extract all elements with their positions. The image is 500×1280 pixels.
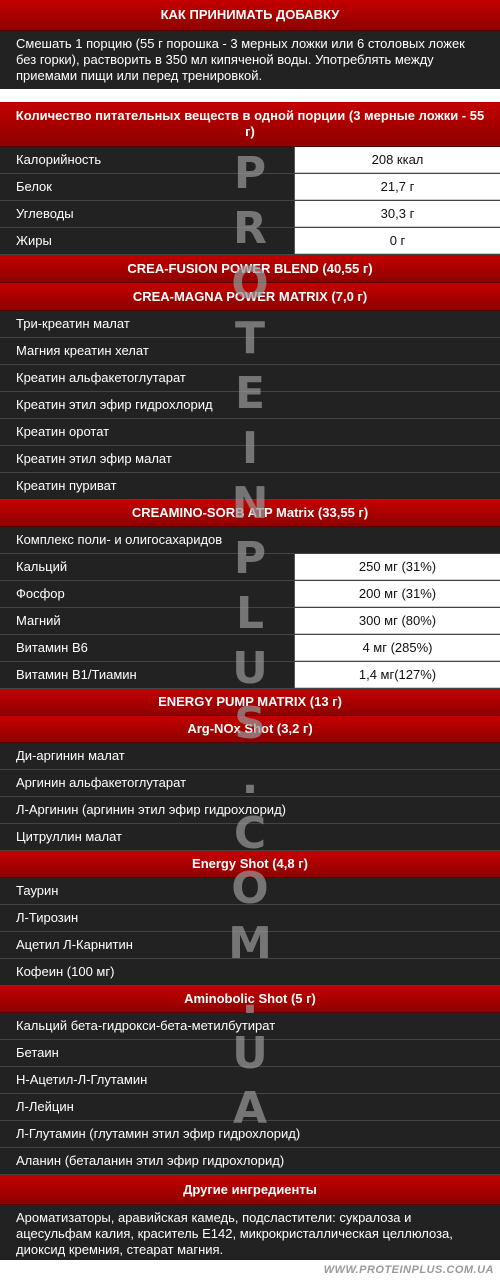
ingredient-label: Кальций бета-гидрокси-бета-метилбутират — [16, 1018, 276, 1033]
list-item — [0, 770, 500, 797]
ingredient-label: Креатин альфакетоглутарат — [16, 370, 186, 385]
energy-shot-title: Energy Shot (4,8 г) — [192, 856, 308, 871]
list-item — [0, 743, 500, 770]
list-item — [0, 1040, 500, 1067]
list-item — [0, 311, 500, 338]
table-row — [0, 174, 500, 201]
section-gap — [0, 89, 500, 102]
table-row — [0, 228, 500, 255]
ingredient-label: Л-Аргинин (аргинин этил эфир гидрохлорид) — [16, 802, 286, 817]
nutrition-header — [0, 102, 500, 147]
table-row — [0, 147, 500, 174]
ingredient-label: Креатин оротат — [16, 424, 110, 439]
mineral-label: Магний — [0, 608, 295, 634]
watermark-letter: O — [231, 258, 269, 309]
other-title: Другие ингредиенты — [183, 1181, 317, 1197]
other-header — [0, 1175, 500, 1205]
ingredient-label: Аргинин альфакетоглутарат — [16, 775, 187, 790]
mineral-label: Фосфор — [0, 581, 295, 607]
energy-pump-header — [0, 689, 500, 716]
ingredient-label: Бетаин — [16, 1045, 59, 1060]
watermark-letter: P — [233, 533, 267, 584]
nutrient-label: Углеводы — [0, 201, 295, 227]
ingredient-label: Аланин (беталанин этил эфир гидрохлорид) — [16, 1153, 285, 1168]
list-item — [0, 527, 500, 554]
ingredient-label: Креатин пуриват — [16, 478, 117, 493]
blend-header — [0, 255, 500, 283]
arg-nox-title: Arg-NOx Shot (3,2 г) — [187, 721, 313, 736]
usage-text: Смешать 1 порцию (55 г порошка - 3 мерных ложки или 6 столовых ложек без горки), растворить в 350 мл кипяченой воды. Употреблять между приемами пищи или перед тренировкой. — [0, 31, 500, 89]
table-row — [0, 201, 500, 228]
nutrient-value: 21,7 г — [295, 174, 500, 200]
crea-magna-title: CREA-MAGNA POWER MATRIX (7,0 г) — [132, 288, 368, 304]
vitamin-label: Витамин В6 — [0, 635, 295, 661]
watermark-letter: U — [232, 1028, 268, 1079]
list-item — [0, 1148, 500, 1175]
watermark-letter: M — [228, 918, 272, 969]
ingredient-label: Н-Ацетил-Л-Глутамин — [16, 1072, 148, 1087]
nutrient-label: Калорийность — [0, 147, 295, 173]
watermark-letter: S — [234, 698, 266, 749]
list-item — [0, 824, 500, 851]
watermark-letter: U — [232, 643, 268, 694]
nutrient-value: 30,3 г — [295, 201, 500, 227]
watermark-letter: N — [231, 478, 269, 529]
mineral-label: Кальций — [0, 554, 295, 580]
ingredient-label: Креатин этил эфир гидрохлорид — [16, 397, 213, 412]
ingredient-label: Цитруллин малат — [16, 829, 123, 844]
table-row — [0, 635, 500, 662]
crea-magna-header — [0, 283, 500, 311]
watermark-letter: T — [234, 313, 265, 364]
table-row — [0, 608, 500, 635]
watermark-letter: C — [233, 808, 267, 859]
watermark-letter: R — [233, 203, 267, 254]
list-item — [0, 1094, 500, 1121]
list-item — [0, 959, 500, 986]
list-item — [0, 797, 500, 824]
table-row — [0, 581, 500, 608]
energy-pump-title: ENERGY PUMP MATRIX (13 г) — [158, 694, 342, 709]
watermark-letter: O — [231, 863, 269, 914]
nutrition-title: Количество питательных веществ в одной порции (3 мерные ложки - 55 г) — [15, 108, 485, 139]
ingredient-label: Таурин — [16, 883, 59, 898]
table-row — [0, 554, 500, 581]
ingredient-label: Креатин этил эфир малат — [16, 451, 172, 466]
energy-shot-header — [0, 851, 500, 878]
creamino-title: CREAMINO-SORB ATP Matrix (33,55 г) — [131, 505, 369, 520]
watermark-letter: P — [233, 148, 267, 199]
list-item — [0, 392, 500, 419]
list-item — [0, 932, 500, 959]
aminobolic-title: Aminobolic Shot (5 г) — [184, 991, 316, 1006]
watermark-letter: I — [241, 423, 259, 474]
ingredient-label: Л-Глутамин (глутамин этил эфир гидрохлорид) — [16, 1126, 301, 1141]
list-item — [0, 419, 500, 446]
list-item — [0, 878, 500, 905]
usage-header — [0, 0, 500, 31]
vitamin-value: 1,4 мг(127%) — [295, 662, 500, 688]
watermark-letter: E — [234, 368, 266, 419]
nutrient-value: 208 ккал — [295, 147, 500, 173]
mineral-value: 200 мг (31%) — [295, 581, 500, 607]
aminobolic-header — [0, 986, 500, 1013]
ingredient-label: Ацетил Л-Карнитин — [16, 937, 133, 952]
nutrient-label: Жиры — [0, 228, 295, 254]
list-item — [0, 473, 500, 500]
list-item — [0, 338, 500, 365]
watermark-letter: L — [235, 588, 265, 639]
watermark-letter: A — [232, 1083, 268, 1134]
ingredient-label: Три-креатин малат — [16, 316, 130, 331]
ingredient-label: Кофеин (100 мг) — [16, 964, 115, 979]
ingredient-label: Комплекс поли- и олигосахаридов — [16, 532, 223, 547]
vitamin-value: 4 мг (285%) — [295, 635, 500, 661]
other-text: Ароматизаторы, аравийская камедь, подсластители: сукралоза и ацесульфам калия, краситель Е142, микрокристаллическая целлюлоза, диоксид кремния, стеарат магния. — [0, 1205, 500, 1260]
usage-title: КАК ПРИНИМАТЬ ДОБАВКУ — [160, 7, 340, 22]
list-item — [0, 365, 500, 392]
list-item — [0, 1067, 500, 1094]
arg-nox-header — [0, 716, 500, 743]
ingredient-label: Ди-аргинин малат — [16, 748, 125, 763]
mineral-value: 300 мг (80%) — [295, 608, 500, 634]
list-item — [0, 446, 500, 473]
nutrient-value: 0 г — [295, 228, 500, 254]
list-item — [0, 905, 500, 932]
vitamin-label: Витамин В1/Тиамин — [0, 662, 295, 688]
list-item — [0, 1013, 500, 1040]
nutrient-label: Белок — [0, 174, 295, 200]
ingredient-label: Л-Тирозин — [16, 910, 79, 925]
table-row — [0, 662, 500, 689]
list-item — [0, 1121, 500, 1148]
blend-title: CREA-FUSION POWER BLEND (40,55 г) — [127, 260, 373, 276]
ingredient-label: Л-Лейцин — [16, 1099, 74, 1114]
watermark-letter: . — [241, 753, 259, 804]
footer-url: WWW.PROTEINPLUS.COM.UA — [323, 1264, 494, 1276]
mineral-value: 250 мг (31%) — [295, 554, 500, 580]
ingredient-label: Магния креатин хелат — [16, 343, 149, 358]
watermark-letter: . — [241, 973, 259, 1024]
creamino-header — [0, 500, 500, 527]
